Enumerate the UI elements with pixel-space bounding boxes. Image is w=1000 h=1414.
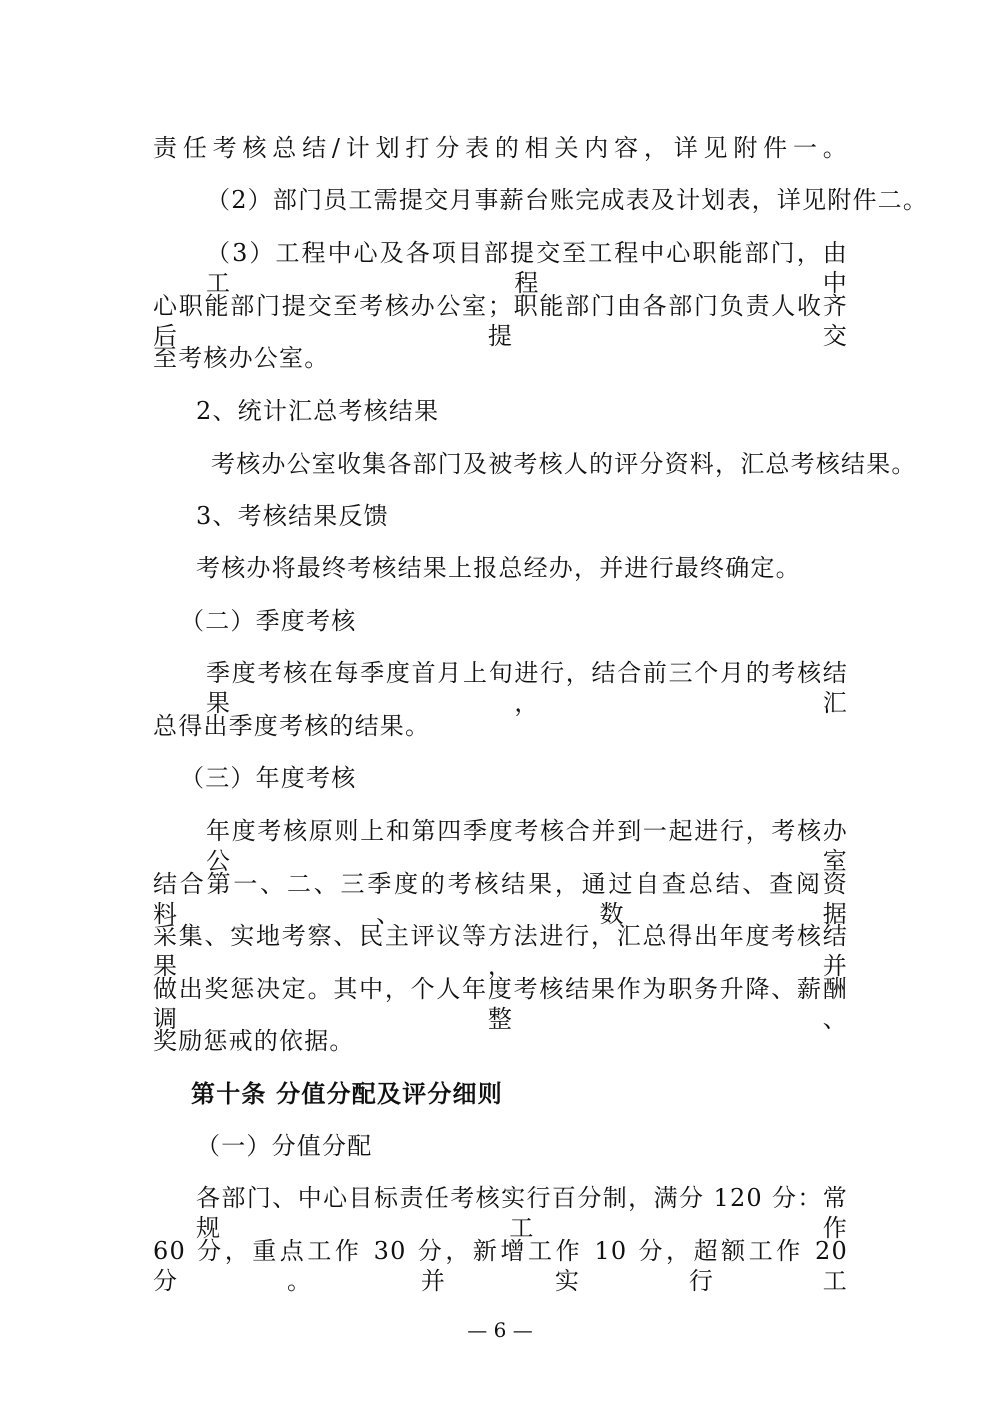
paragraph-line: （3）工程中心及各项目部提交至工程中心职能部门，由工程中 [206,239,848,297]
paragraph-line: 年度考核原则上和第四季度考核合并到一起进行，考核办公室 [206,817,848,875]
paragraph-line: 采集、实地考察、民主评议等方法进行，汇总得出年度考核结果，并 [153,922,848,980]
paragraph-line: 至考核办公室。 [153,344,330,372]
paragraph-line: 各部门、中心目标责任考核实行百分制，满分 120 分：常规工作 [196,1184,848,1242]
paragraph-line: 总得出季度考核的结果。 [153,712,431,740]
paragraph-line: （2）部门员工需提交月事薪台账完成表及计划表，详见附件二。 [206,186,929,214]
section-heading: （二）季度考核 [180,607,357,635]
paragraph-line: 做出奖惩决定。其中，个人年度考核结果作为职务升降、薪酬调整、 [153,975,848,1033]
section-heading: （一）分值分配 [196,1132,373,1160]
paragraph-line: 考核办将最终考核结果上报总经办，并进行最终确定。 [196,554,801,582]
page-number: — 6 — [467,1318,533,1342]
paragraph-line: 结合第一、二、三季度的考核结果，通过自查总结、查阅资料、数据 [153,870,848,928]
paragraph-line: 考核办公室收集各部门及被考核人的评分资料，汇总考核结果。 [211,450,917,478]
paragraph-line: 季度考核在每季度首月上旬进行，结合前三个月的考核结果，汇 [206,659,848,717]
paragraph-line: 60 分，重点工作 30 分，新增工作 10 分，超额工作 20 分。并实行工 [153,1237,848,1295]
paragraph-line: 责任考核总结/计划打分表的相关内容，详见附件一。 [153,134,848,162]
paragraph-line: 奖励惩戒的依据。 [153,1027,355,1055]
section-heading: （三）年度考核 [180,764,357,792]
article-heading: 第十条 分值分配及评分细则 [191,1080,503,1108]
paragraph-line: 心职能部门提交至考核办公室；职能部门由各部门负责人收齐后提交 [153,292,848,350]
section-heading: 2、统计汇总考核结果 [196,397,440,425]
section-heading: 3、考核结果反馈 [196,502,389,530]
